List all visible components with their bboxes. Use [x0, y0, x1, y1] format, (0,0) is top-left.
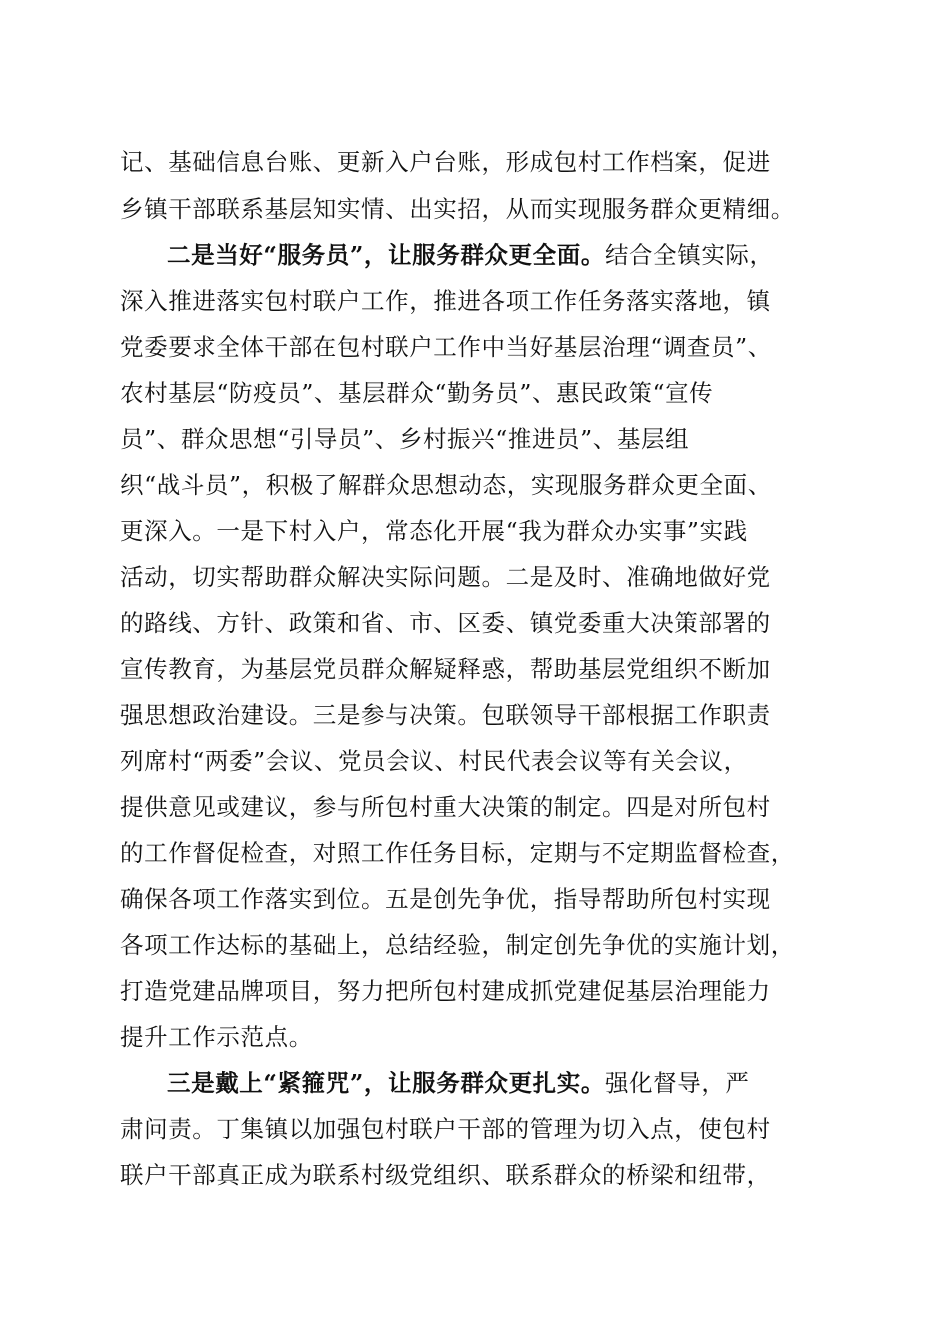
text-line: 确保各项工作落实到位。五是创先争优，指导帮助所包村实现: [120, 885, 771, 913]
text-line: 员”、群众思想“引导员”、乡村振兴“推进员”、基层组: [120, 425, 690, 453]
text-span: 强化督导，严: [604, 1069, 750, 1097]
text-line: 党委要求全体干部在包村联户工作中当好基层治理“调查员”、: [120, 333, 772, 361]
text-line: 农村基层“防疫员”、基层群众“勤务员”、惠民政策“宣传: [120, 379, 714, 407]
paragraph-heading: 三是戴上“紧箍咒”，让服务群众更扎实。: [167, 1069, 605, 1097]
text-line: 提供意见或建议，参与所包村重大决策的制定。四是对所包村: [120, 793, 771, 821]
text-line: 的路线、方针、政策和省、市、区委、镇党委重大决策部署的: [120, 609, 771, 637]
text-line: 强思想政治建设。三是参与决策。包联领导干部根据工作职责: [120, 701, 771, 729]
paragraph-heading: 二是当好“服务员”，让服务群众更全面。: [167, 241, 605, 269]
text-line: 活动，切实帮助群众解决实际问题。二是及时、准确地做好党: [120, 563, 771, 591]
text-line: 记、基础信息台账、更新入户台账，形成包村工作档案，促进: [120, 148, 771, 176]
text-line: 宣传教育，为基层党员群众解疑释惑，帮助基层党组织不断加: [120, 655, 771, 683]
text-line: 更深入。一是下村入户，常态化开展“我为群众办实事”实践: [120, 517, 748, 545]
text-line: 织“战斗员”，积极了解群众思想动态，实现服务群众更全面、: [120, 471, 772, 499]
text-line: 联户干部真正成为联系村级党组织、联系群众的桥梁和纽带，: [120, 1161, 771, 1189]
text-span: 结合全镇实际，: [604, 241, 774, 269]
text-line: 肃问责。丁集镇以加强包村联户干部的管理为切入点，使包村: [120, 1115, 771, 1143]
text-line: 打造党建品牌项目，努力把所包村建成抓党建促基层治理能力: [120, 977, 771, 1005]
text-line: 深入推进落实包村联户工作，推进各项工作任务落实落地，镇: [120, 287, 771, 315]
text-line: 的工作督促检查，对照工作任务目标，定期与不定期监督检查，: [120, 839, 795, 867]
text-line: 各项工作达标的基础上，总结经验，制定创先争优的实施计划，: [120, 931, 795, 959]
paragraph-first-line: [120, 1064, 840, 1102]
text-line: 列席村“两委”会议、党员会议、村民代表会议等有关会议，: [120, 747, 748, 775]
paragraph-first-line: [120, 236, 840, 274]
text-line: 提升工作示范点。: [120, 1023, 313, 1051]
text-line: 乡镇干部联系基层知实情、出实招，从而实现服务群众更精细。: [120, 195, 795, 223]
